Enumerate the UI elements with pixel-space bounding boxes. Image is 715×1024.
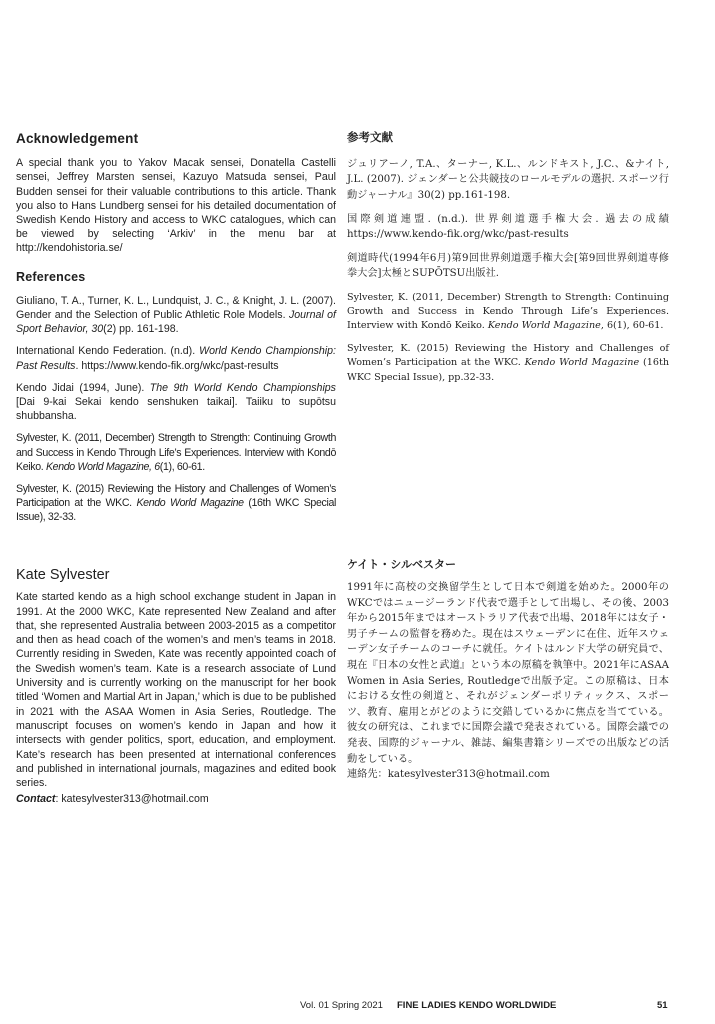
bio-jp-text: 1991年に高校の交換留学生として日本で剣道を始めた。2000年のWKCではニュージーランド代表で選手として出場し、その後、2003年から2015年まではオーストラリア代表で出場、2018年には女子・男子チームの監督を務めた。現在はスウェーデンに在住、近年スウェーデン女子チームのコーチに就任。ケイトはルンド大学の研究員で、現在『日本の女性と武道』という本の原稿を執筆中。2021年にASAA Women in Asia Series, Routledgeで出版予定。この原稿は、日本における女性の剣道と、それがジェンダーポリティックス、スポーツ、教育、雇用とがどのように交錯しているかに焦点を当てている。彼女の研究は、これまでに国際会議で発表されている。国際会議での発表、国際的ジャーナル、雑誌、編集書籍シリーズでの出版などの活動をしている。 [347,582,669,765]
bio-jp-contact: 連絡先：katesylvester313@hotmail.com [347,769,550,781]
page-number: 51 [657,1000,668,1011]
reference-item: Sylvester, K. (2015) Reviewing the History and Challenges of Women’s Participation at the WKC. Kendo World Magazine (16th WKC Special Issue), 32-33. [16,483,337,524]
magazine-title: FINE LADIES KENDO WORLDWIDE [397,1000,557,1011]
references-heading: References [16,269,86,284]
acknowledgement-heading: Acknowledgement [16,131,139,146]
bio-name: Kate Sylvester [16,567,110,583]
reference-jp-item: 剣道時代(1994年6月)第9回世界剣道選手権大会[第9回世界剣道専修拳大会]太極とSUPŌTSU出版社. [347,253,669,280]
reference-jp-item: 国際剣道連盟. (n.d.). 世界剣道選手権大会. 過去の成績 https://www.kendo-fik.org/wkc/past-results [347,213,669,241]
page-footer [0,1000,715,1016]
bio-text: Kate started kendo as a high school exchange student in Japan in 1991. At the 2000 WKC, Kate represented New Zealand and after that, she represented Australia between 2003-2015 as a competitor and then as head coach of the women’s and men’s teams in 2018. Currently residing in Sweden, Kate was recently appointed coach of the Swedish women’s team. Kate is a research associate of Lund University and is currently working on the manuscript for her book titled ‘Women and Martial Art in Japan,’ which is due to be published in 2021 with the ASAA Women in Asia Series, Routledge. The manuscript focuses on women’s kendo in Japan and how it intersects with gender politics, sport, education, and employment. Kate’s research has been presented at international conferences and published in international journals, magazines and edited book series. [16,591,336,790]
reference-item: Giuliano, T. A., Turner, K. L., Lundquist, J. C., & Knight, J. L. (2007). Gender and the Selection of Public Athletic Role Models. Journal of Sport Behavior, 30(2) pp. 161-198. [16,294,336,336]
right-column [347,130,669,394]
reference-jp-item: ジュリアーノ, T.A.、ターナー, K.L.、ルンドキスト, J.C.、&ナイト, J.L. (2007). ジェンダーと公共競技のロールモデルの選択. スポーツ行動ジャーナル』30(2) pp.161-198. [347,159,669,201]
reference-item: Kendo Jidai (1994, June). The 9th World Kendo Championships [Dai 9-kai Sekai kendo senshuken taikai]. Taiiku to supōtsu shubbansha. [16,381,336,423]
reference-en-item: Sylvester, K. (2015) Reviewing the History and Challenges of Women’s Participation at the WKC. Kendo World Magazine (16th WKC Special Issue), pp.32-33. [347,343,669,383]
bio-contact: Contact: katesylvester313@hotmail.com [16,793,209,806]
left-column [16,132,336,533]
references-jp-heading: 参考文献 [347,130,393,144]
issue-label: Vol. 01 Spring 2021 [300,1000,383,1011]
bio-jp-name: ケイト・シルベスター [347,558,456,571]
reference-item: Sylvester, K. (2011, December) Strength to Strength: Continuing Growth and Success in Kendo Through Life’s Experiences. Interview with Kondō Keiko. Kendo World Magazine, 6(1), 60-61. [16,432,336,473]
bio-en-section [16,568,336,807]
acknowledgement-text: A special thank you to Yakov Macak sensei, Donatella Castelli sensei, Jeffrey Marsten sensei, Kazuyo Matsuda sensei, Paul Budden sensei for their valuable contributions to this article. Thank you also to Hans Lundberg sensei for his detailed documentation of Swedish Kendo History and access to WKC catalogues, which can be viewed by selecting ‘Arkiv’ in the menu bar at http://kendohistoria.se/ [16,157,336,255]
bio-jp-section [347,580,669,783]
reference-en-item: Sylvester, K. (2011, December) Strength to Strength: Continuing Growth and Success in Kendo Through Life’s Experiences. Interview with Kondō Keiko. Kendo World Magazine, 6(1), 60-61. [347,291,669,332]
reference-item: International Kendo Federation. (n.d). World Kendo Championship: Past Results. https://www.kendo-fik.org/wkc/past-results [16,345,336,372]
